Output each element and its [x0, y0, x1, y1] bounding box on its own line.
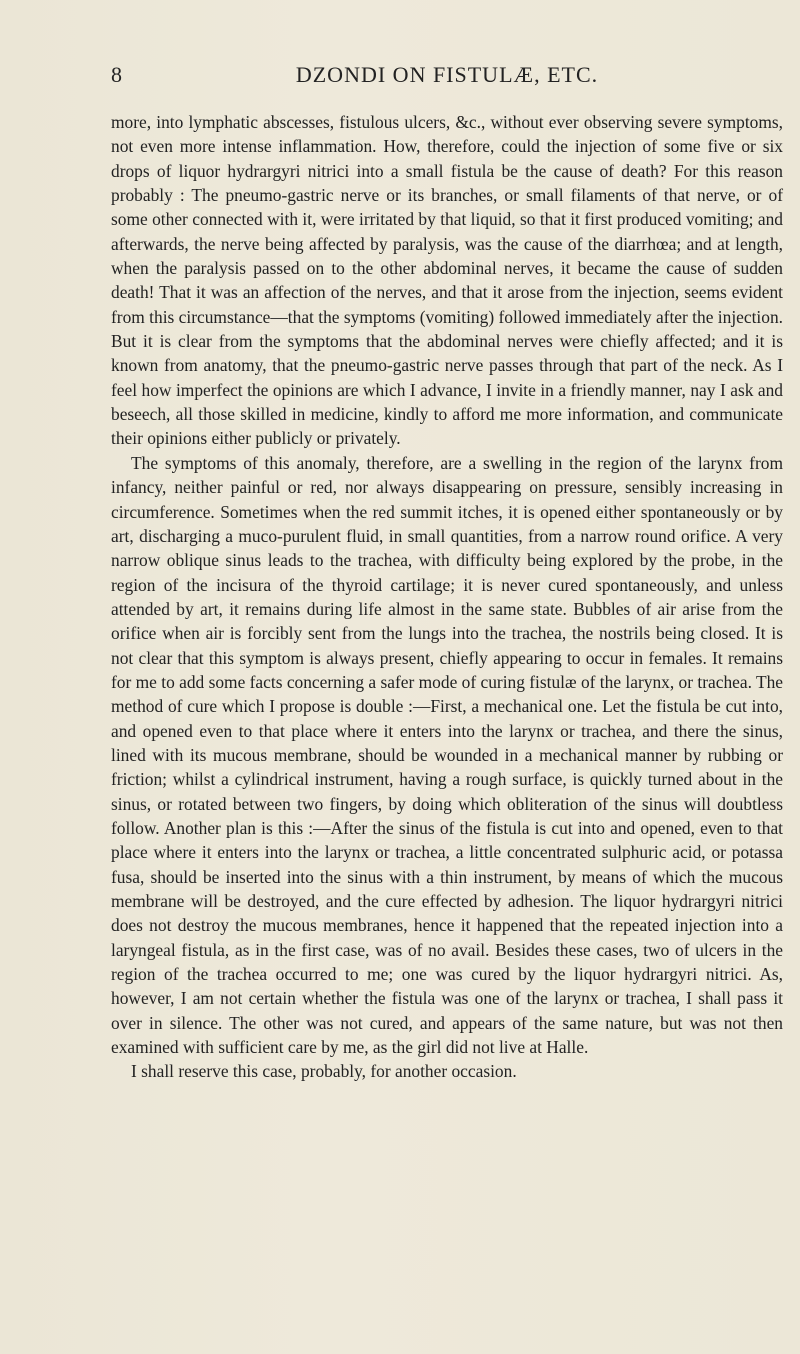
page-number: 8 [111, 62, 122, 87]
running-head-title: DZONDI ON FISTULÆ, ETC. [295, 62, 599, 87]
paragraph-symptoms-and-cure: The symptoms of this anomaly, therefore, are a swelling in the region of the larynx from infancy, neither painful or red, nor always disappearing on pressure, sensibly increasing in circumference. Sometimes when the red summit itches, it is opened either spontaneously or by art, discharging a muco-purulent fluid, in small quantities, from a narrow round orifice. A very narrow oblique sinus leads to the trachea, with difficulty being explored by the probe, in the region of the incisura of the thyroid cartilage; it is never cured spontaneously, and unless attended by art, it remains during life almost in the same state. Bubbles of air arise from the orifice when air is forcibly sent from the lungs into the trachea, the nostrils being closed. It is not clear that this symptom is always present, chiefly appearing to occur in females. It remains for me to add some facts concerning a safer mode of curing fistulæ of the larynx, or trachea. The method of cure which I propose is double :—First, a mechanical one. Let the fistula be cut into, and opened even to that place where it enters into the larynx or trachea, and there the sinus, lined with its mucous membrane, should be wounded in a mechanical manner by rubbing or friction; whilst a cylindrical instrument, having a rough surface, is quickly turned about in the sinus, or rotated between two fingers, by doing which obliteration of the sinus will doubtless follow. Another plan is this :—After the sinus of the fistula is cut into and opened, even to that place where it enters into the larynx or trachea, a little concentrated sulphuric acid, or potassa fusa, should be inserted into the sinus with a thin instrument, by means of which the mucous membrane will be destroyed, and the cure effected by adhesion. The liquor hydrargyri nitrici does not destroy the mucous membranes, hence it happened that the repeated injection into a laryngeal fistula, as in the first case, was of no avail. Besides these cases, two of ulcers in the region of the trachea occurred to me; one was cured by the liquor hydrargyri nitrici. As, however, I am not certain whether the fistula was one of the larynx or trachea, I shall pass it over in silence. The other was not cured, and appears of the same nature, but was not then examined with sufficient care by me, as the girl did not live at Halle. [111, 452, 783, 1058]
body-text [111, 110, 783, 1084]
paragraph-continuation: more, into lymphatic abscesses, fistulous ulcers, &c., without ever observing severe symptoms, not even more intense inflammation. How, therefore, could the injection of some five or six drops of liquor hydrargyri nitrici into a small fistula be the cause of death? For this reason probably : The pneumo-gastric nerve or its branches, or small filaments of that nerve, or of some other connected with it, were irritated by that liquid, so that it first produced vomiting; and afterwards, the nerve being affected by paralysis, was the cause of the diarrhœa; and at length, when the paralysis passed on to the other abdominal nerves, it became the cause of sudden death! That it was an affection of the nerves, and that it arose from the injection, seems evident from this circumstance—that the symptoms (vomiting) followed immediately after the injection. But it is clear from the symptoms that the abdominal nerves were chiefly affected; and it is known from anatomy, that the pneumo-gastric nerve passes through that part of the neck. As I feel how imperfect the opinions are which I advance, I invite in a friendly manner, nay I ask and beseech, all those skilled in medicine, kindly to afford me more information, and communicate their opinions either publicly or privately. [111, 112, 783, 449]
running-head [111, 60, 783, 90]
paragraph-closing: I shall reserve this case, probably, for another occasion. [131, 1061, 517, 1082]
